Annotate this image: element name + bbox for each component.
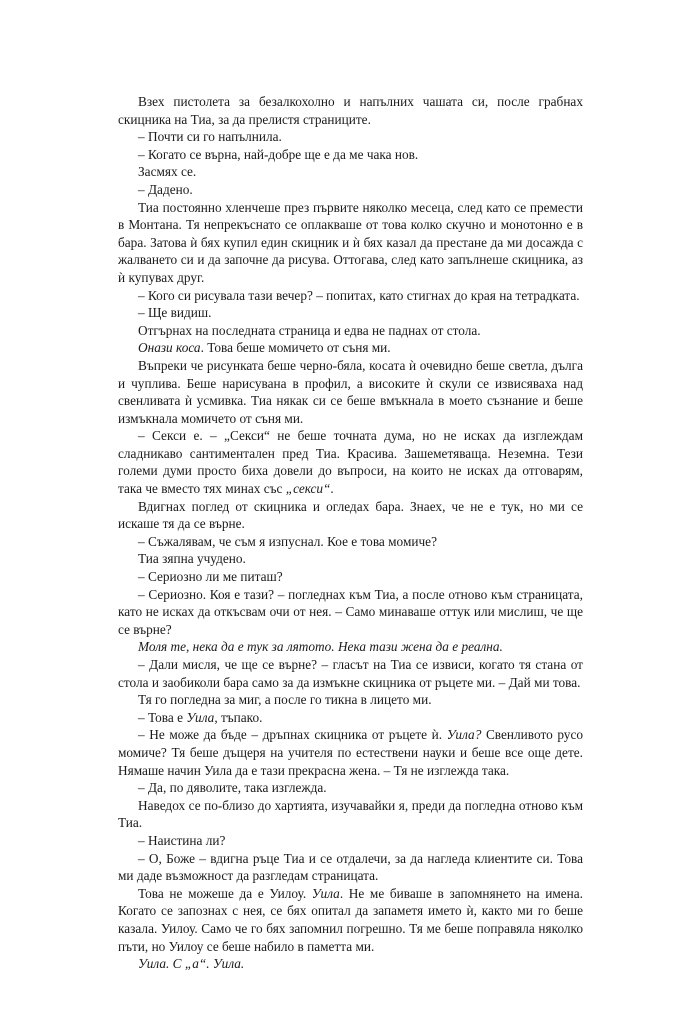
text-run: Взех пистолета за безалкохолно и напълних чашата си, после грабнах скицника на Тиа, за да прелистя страниците. — [118, 94, 583, 127]
text-run: – Почти си го напълнила. — [138, 129, 282, 145]
paragraph — [118, 550, 583, 568]
paragraph — [118, 163, 583, 181]
text-run: . Не ме биваше в запомнянето на имена. Когато се запознах с нея, се бях опитал да запаметя името ѝ, както ми го беше казала. Уилоу. Само че го бях запомнил погрешно. Тя ме беше поправяла няколко пъти, но Уилоу се беше набило в паметта ми. — [118, 885, 583, 954]
paragraph — [118, 832, 583, 850]
text-run: Вдигнах поглед от скицника и огледах бара. Знаех, че не е тук, но ми се искаше тя да се върне. — [118, 498, 583, 532]
text-run: Тя го погледна за миг, а после го тикна в лицето ми. — [138, 692, 432, 708]
italic-run: Онази коса — [138, 340, 201, 356]
italic-run: Уила. С „а“. Уила. — [138, 956, 245, 972]
paragraph — [118, 779, 583, 797]
paragraph — [118, 533, 583, 551]
paragraph — [118, 709, 583, 727]
italic-run: „секси“ — [285, 481, 331, 497]
text-run: . Това беше момичето от съня ми. — [200, 340, 391, 356]
paragraph — [118, 357, 583, 427]
paragraph — [118, 181, 583, 199]
text-run: – Наистина ли? — [138, 832, 226, 848]
paragraph — [118, 691, 583, 709]
text-run: – Ще видиш. — [138, 305, 212, 321]
paragraph — [118, 287, 583, 305]
text-run: – Когато се върна, най-добре ще е да ме чака нов. — [138, 146, 419, 162]
text-run: Тиа зяпна учудено. — [138, 551, 246, 567]
text-run: . — [330, 481, 334, 497]
paragraph — [118, 128, 583, 146]
text-run: , тъпако. — [214, 709, 263, 725]
text-run: Засмях се. — [138, 164, 197, 180]
text-run: Свенливото русо момиче? Тя беше дъщеря на учителя по естествени науки и беше все още дете. Нямаше начин Уила да е тази прекрасна жена. – Тя не изглежда така. — [118, 727, 583, 778]
paragraph — [118, 322, 583, 340]
italic-run: Уила — [311, 885, 340, 901]
paragraph — [118, 498, 583, 533]
text-run: – Дадено. — [138, 181, 193, 197]
text-run: – Кого си рисувала тази вечер? – попитах, като стигнах до края на тетрадката. — [138, 287, 580, 303]
text-run: Наведох се по-близо до хартията, изучавайки я, преди да погледна отново към Тиа. — [118, 797, 583, 831]
text-run: Това не можеше да е Уилоу. — [138, 885, 312, 901]
paragraph — [118, 146, 583, 164]
paragraph — [118, 339, 583, 357]
paragraph — [118, 93, 583, 128]
text-run: – Не може да бъде – дръпнах скицника от ръцете ѝ. — [138, 727, 447, 743]
italic-run: Уила — [186, 709, 215, 725]
italic-run: Уила? — [446, 727, 482, 743]
paragraph — [118, 427, 583, 497]
paragraph — [118, 885, 583, 955]
body-text — [118, 93, 583, 973]
text-run: – Това е — [138, 709, 187, 725]
text-run: Въпреки че рисунката беше черно-бяла, косата ѝ очевидно беше светла, дълга и чуплива. Беше нарисувана в профил, а високите ѝ скули се извисяваха над свенливата ѝ усмивка. Тиа някак си се беше вмъкнала в моето съзнание и беше измъкнала момичето от съня ми. — [118, 357, 583, 426]
text-run: – Сериозно. Коя е тази? – погледнах към Тиа, а после отново към страницата, като не исках да откъсвам очи от нея. – Само минаваше оттук или мислиш, че ще се върне? — [118, 586, 583, 637]
paragraph — [118, 726, 583, 779]
paragraph — [118, 638, 583, 656]
text-run: – Да, по дяволите, така изглежда. — [138, 780, 327, 796]
text-run: Тиа постоянно хленчеше през първите няколко месеца, след като се премести в Монтана. Тя непрекъснато се оплакваше от това колко скучно и монотонно е в бара. Затова ѝ бях купил един скицник и ѝ бях казал да престане да ми досажда с жалването си и да започне да рисува. Оттогава, след като запълнеше скицника, аз ѝ купувах друг. — [118, 199, 583, 285]
text-run: – Съжалявам, че съм я изпуснал. Кое е това момиче? — [138, 533, 437, 549]
text-run: – О, Боже – вдигна ръце Тиа и се отдалечи, за да нагледа клиентите си. Това ми даде възможност да разгледам страницата. — [118, 850, 583, 884]
paragraph — [118, 304, 583, 322]
paragraph — [118, 586, 583, 639]
text-run: – Секси е. – „Секси“ не беше точната дума, но не исках да изглеждам сладникаво сантиментален пред Тиа. Красива. Зашеметяваща. Неземна. Тези големи думи просто биха довели до въпроси, на които не исках да отговарям, така че вместо тях минах със — [118, 428, 583, 497]
paragraph — [118, 568, 583, 586]
italic-run: Моля те, нека да е тук за лятото. Нека тази жена да е реална. — [138, 639, 503, 655]
paragraph — [118, 955, 583, 973]
text-run: – Сериозно ли ме питаш? — [138, 569, 283, 585]
text-run: – Дали мисля, че ще се върне? – гласът на Тиа се извиси, когато тя стана от стола и заобиколи бара само за да измъкне скицника от ръцете ми. – Дай ми това. — [118, 657, 583, 690]
text-run: Отгърнах на последната страница и едва не паднах от стола. — [138, 322, 481, 338]
paragraph — [118, 199, 583, 287]
paragraph — [118, 656, 583, 691]
paragraph — [118, 797, 583, 832]
paragraph — [118, 850, 583, 885]
